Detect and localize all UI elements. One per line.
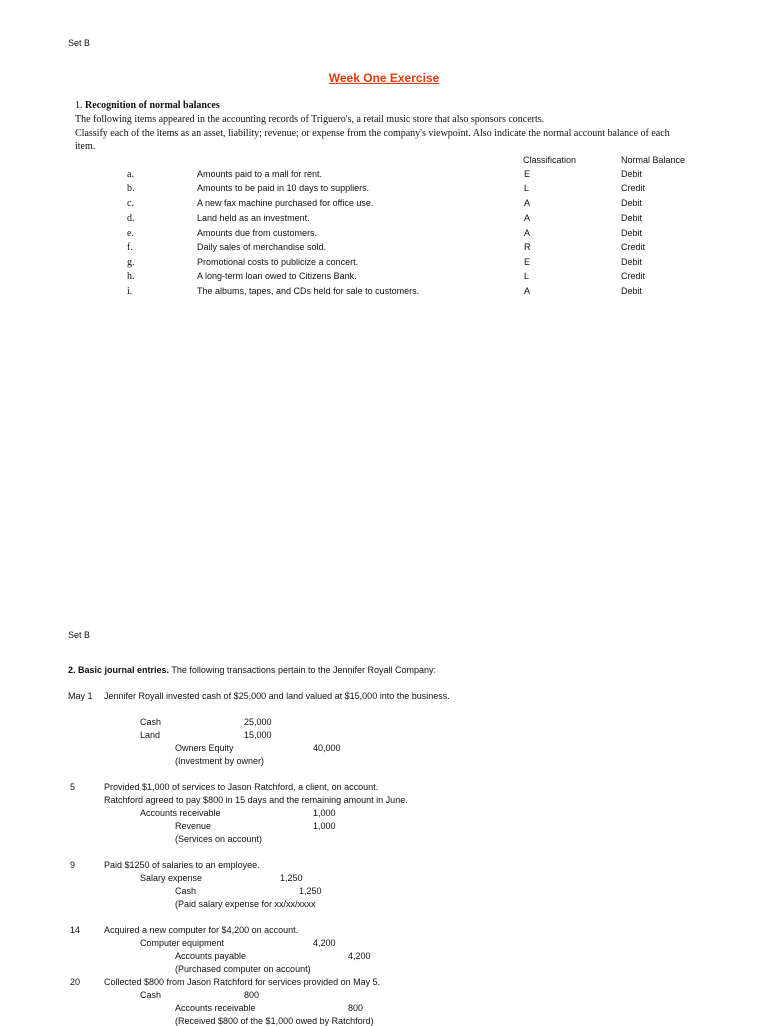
item-normal-balance: Credit [621, 271, 646, 281]
debit-account: Cash [140, 717, 162, 727]
table-row [0, 257, 768, 270]
credit-account: Accounts receivable [175, 1003, 256, 1013]
item-description: Amounts due from customers. [197, 228, 318, 238]
item-classification: L [524, 183, 530, 193]
debit-account: Salary expense [140, 873, 203, 883]
debit-amount: 1,000 [313, 808, 336, 818]
question1-heading [75, 100, 220, 111]
entry-description: Collected $800 from Jason Ratchford for services provided on May 5. [104, 977, 381, 987]
item-description: A new fax machine purchased for office use. [197, 198, 374, 208]
entry-date: 5 [70, 782, 76, 792]
question1-intro-line1: The following items appeared in the accounting records of Triguero's, a retail music store that also sponsors concerts. [75, 114, 545, 125]
item-classification: A [524, 213, 531, 223]
entry-description: Paid $1250 of salaries to an employee. [104, 860, 260, 870]
set-label-page1: Set B [68, 38, 91, 48]
question1-intro-line2: Classify each of the items as an asset, liability; revenue; or expense from the company's viewpoint. Also indicate the normal account balance of each [75, 128, 670, 139]
question2-title: 2. Basic journal entries. [68, 665, 170, 675]
entry-description: Provided $1,000 of services to Jason Ratchford, a client, on account. [104, 782, 379, 792]
table-row [0, 169, 768, 182]
entry-description: Jennifer Royall invested cash of $25,000 and land valued at $15,000 into the business. [104, 691, 450, 701]
item-description: Amounts to be paid in 10 days to suppliers. [197, 183, 370, 193]
item-normal-balance: Debit [621, 169, 643, 179]
table-row [0, 198, 768, 211]
question2-intro: The following transactions pertain to the Jennifer Royall Company: [169, 665, 437, 675]
entry-memo: (Purchased computer on account) [175, 964, 311, 974]
item-letter: b. [127, 183, 135, 194]
item-classification: E [524, 257, 531, 267]
table-row [0, 228, 768, 241]
question2-heading [68, 665, 436, 675]
entry-memo: (Services on account) [175, 834, 263, 844]
entry-memo: (Paid salary expense for xx/xx/xxxx [175, 899, 316, 909]
item-letter: e. [127, 228, 134, 239]
credit-amount: 4,200 [348, 951, 371, 961]
credit-amount: 1,250 [299, 886, 322, 896]
item-classification: E [524, 169, 531, 179]
debit-amount: 4,200 [313, 938, 336, 948]
item-normal-balance: Debit [621, 257, 643, 267]
debit-account: Computer equipment [140, 938, 225, 948]
item-classification: R [524, 242, 531, 252]
credit-amount: 1,000 [313, 821, 336, 831]
entry-date: 9 [70, 860, 76, 870]
item-classification: L [524, 271, 530, 281]
question1-number: 1. [75, 100, 83, 111]
item-description: The albums, tapes, and CDs held for sale to customers. [197, 286, 420, 296]
item-normal-balance: Debit [621, 228, 643, 238]
entry-description-cont: Ratchford agreed to pay $800 in 15 days and the remaining amount in June. [104, 795, 408, 805]
column-header-classification: Classification [523, 155, 577, 165]
entry-date: 14 [70, 925, 81, 935]
item-letter: f. [127, 242, 133, 253]
item-description: Promotional costs to publicize a concert. [197, 257, 359, 267]
entry-memo: (Received $800 of the $1,000 owed by Ratchford) [175, 1016, 374, 1026]
entry-date: 20 [70, 977, 81, 987]
credit-account: Cash [175, 886, 197, 896]
item-description: Land held as an investment. [197, 213, 310, 223]
item-letter: c. [127, 198, 134, 209]
item-letter: a. [127, 169, 134, 180]
item-normal-balance: Debit [621, 198, 643, 208]
item-normal-balance: Debit [621, 213, 643, 223]
item-letter: d. [127, 213, 135, 224]
debit-amount: 1,250 [280, 873, 303, 883]
credit-account: Owners Equity [175, 743, 234, 753]
item-description: Daily sales of merchandise sold. [197, 242, 327, 252]
item-normal-balance: Debit [621, 286, 643, 296]
item-description: Amounts paid to a mall for rent. [197, 169, 323, 179]
debit-amount: 15,000 [244, 730, 272, 740]
debit-account: Land [140, 730, 161, 740]
entry-date: May 1 [68, 691, 93, 701]
item-classification: A [524, 286, 531, 296]
item-description: A long-term loan owed to Citizens Bank. [197, 271, 357, 281]
entry-memo: (Investment by owner) [175, 756, 265, 766]
question1-title: Recognition of normal balances [85, 100, 220, 111]
credit-account: Revenue [175, 821, 212, 831]
table-row [0, 242, 768, 255]
item-classification: A [524, 228, 531, 238]
credit-amount: 800 [348, 1003, 364, 1013]
page-title: Week One Exercise [328, 71, 440, 85]
credit-amount: 40,000 [313, 743, 341, 753]
item-normal-balance: Credit [621, 183, 646, 193]
set-label-page2: Set B [68, 630, 91, 640]
question1-intro-line3: item. [75, 141, 96, 152]
column-header-normal-balance: Normal Balance [621, 155, 686, 165]
table-row [0, 286, 768, 299]
item-normal-balance: Credit [621, 242, 646, 252]
table-row [0, 213, 768, 226]
debit-account: Cash [140, 990, 162, 1000]
item-classification: A [524, 198, 531, 208]
table-row [0, 183, 768, 196]
entry-description: Acquired a new computer for $4,200 on account. [104, 925, 299, 935]
table-row [0, 271, 768, 284]
item-letter: i. [127, 286, 133, 297]
credit-account: Accounts payable [175, 951, 247, 961]
item-letter: h. [127, 271, 135, 282]
debit-amount: 25,000 [244, 717, 272, 727]
debit-account: Accounts receivable [140, 808, 221, 818]
item-letter: g. [127, 257, 135, 268]
debit-amount: 800 [244, 990, 260, 1000]
